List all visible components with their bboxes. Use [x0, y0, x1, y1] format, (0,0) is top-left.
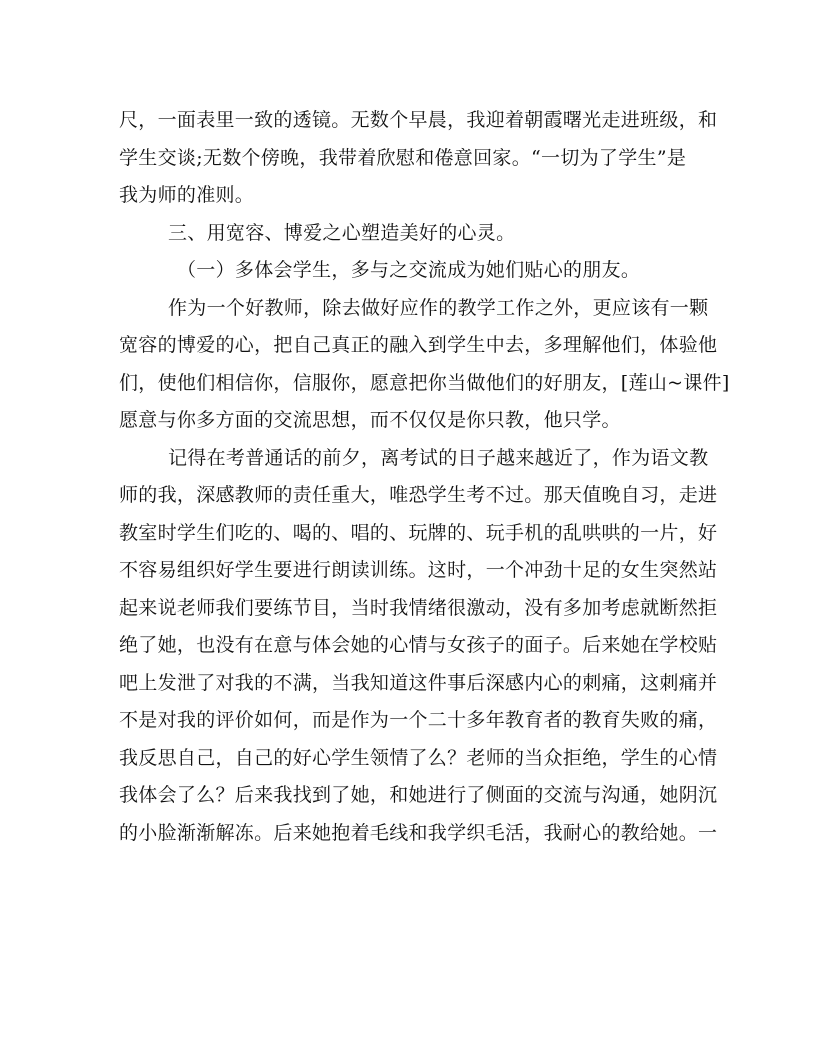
paragraph-continuation	[119, 102, 718, 215]
text-line: 不容易组织好学生要进行朗读训练。这时，一个冲劲十足的女生突然站	[119, 559, 718, 581]
text-line: 绝了她，也没有在意与体会她的心情与女孩子的面子。后来她在学校贴	[119, 634, 718, 656]
text-line: 尺，一面表里一致的透镜。无数个早晨，我迎着朝霞曙光走进班级，和	[119, 109, 718, 131]
text-line: 我体会了么？后来我找到了她，和她进行了侧面的交流与沟通，她阴沉	[119, 784, 718, 806]
text-line: 吧上发泄了对我的不满，当我知道这件事后深感内心的刺痛，这刺痛并	[119, 671, 718, 694]
document-body	[119, 102, 730, 852]
text-line: 们，使他们相信你，信服你，愿意把你当做他们的好朋友，[莲山~课件]	[119, 371, 730, 394]
section-heading: 三、用宽容、博爱之心塑造美好的心灵。	[168, 221, 516, 244]
text-line: 记得在考普通话的前夕，离考试的日子越来越近了，作为语文教	[168, 446, 709, 469]
text-line: 宽容的博爱的心，把自己真正的融入到学生中去，多理解他们，体验他	[119, 334, 718, 356]
subheading: （一）多体会学生，多与之交流成为她们贴心的朋友。	[177, 259, 641, 281]
text-line: 的小脸渐渐解冻。后来她抱着毛线和我学织毛活，我耐心的教给她。一	[119, 821, 718, 844]
text-line: 我为师的准则。	[119, 184, 255, 206]
text-line: 学生交谈;无数个傍晚，我带着欣慰和倦意回家。“一切为了学生”是	[119, 146, 687, 169]
text-line: 起来说老师我们要练节目，当时我情绪很激动，没有多加考虑就断然拒	[119, 596, 718, 619]
text-line: 师的我，深感教师的责任重大，唯恐学生考不过。那天值晚自习，走进	[119, 484, 718, 506]
paragraph-story	[119, 440, 718, 853]
text-line: 愿意与你多方面的交流思想，而不仅仅是你只教，他只学。	[119, 409, 621, 431]
paragraph-teacher-role	[119, 290, 730, 440]
text-line: 作为一个好教师，除去做好应作的教学工作之外，更应该有一颗	[168, 296, 709, 319]
text-line: 不是对我的评价如何，而是作为一个二十多年教育者的教育失败的痛，	[119, 709, 718, 731]
text-line: 教室时学生们吃的、喝的、唱的、玩牌的、玩手机的乱哄哄的一片，好	[119, 521, 718, 544]
text-line: 我反思自己，自己的好心学生领情了么？老师的当众拒绝，学生的心情	[119, 746, 718, 769]
